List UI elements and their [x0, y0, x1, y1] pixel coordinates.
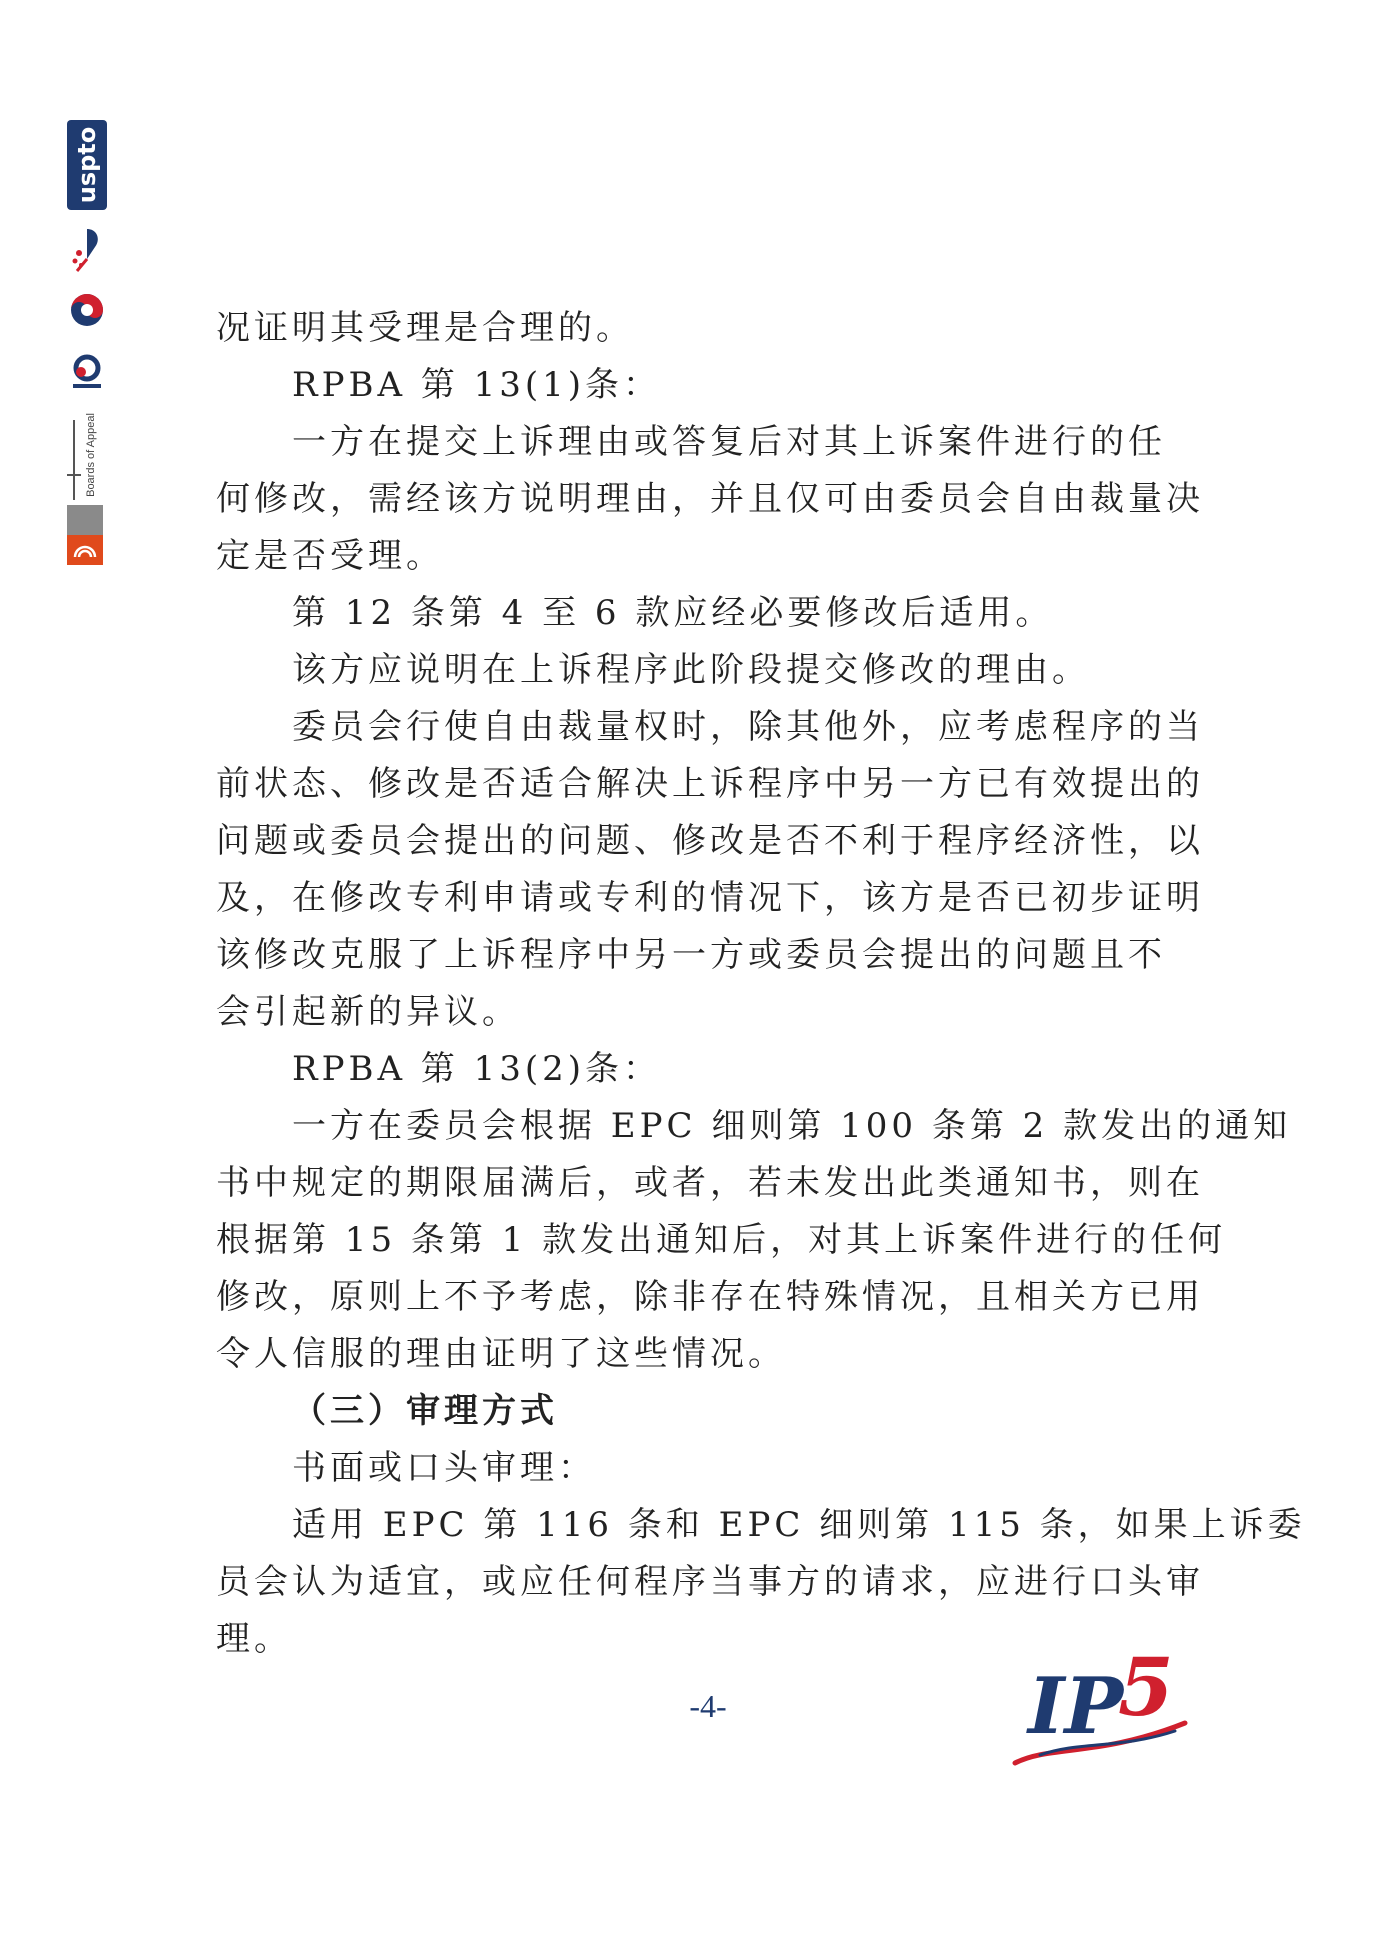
body-text-line: 第 12 条第 4 至 6 款应经必要修改后适用。 [292, 593, 1054, 633]
body-text-line: RPBA 第 13(1)条： [292, 365, 662, 405]
ip5-offices-logo-strip [62, 120, 112, 560]
ip5-logo-icon [1010, 1645, 1190, 1775]
body-text-line: 一方在委员会根据 EPC 细则第 100 条第 2 款发出的通知 [292, 1106, 1292, 1146]
svg-text:IP: IP [1028, 1661, 1124, 1752]
body-text-line: 前状态、修改是否适合解决上诉程序中另一方已有效提出的 [216, 764, 1204, 804]
svg-text:5: 5 [1118, 1645, 1174, 1734]
body-text-line: 该修改克服了上诉程序中另一方或委员会提出的问题且不 [216, 935, 1166, 975]
body-text-line: 及，在修改专利申请或专利的情况下，该方是否已初步证明 [216, 878, 1204, 918]
cnipa-logo-icon [67, 225, 107, 275]
body-text-line: 委员会行使自由裁量权时，除其他外，应考虑程序的当 [292, 707, 1204, 747]
body-text-line: 该方应说明在上诉程序此阶段提交修改的理由。 [292, 650, 1090, 690]
body-text-line: 修改，原则上不予考虑，除非存在特殊情况，且相关方已用 [216, 1277, 1204, 1317]
body-text-line: 况证明其受理是合理的。 [216, 308, 634, 348]
epo-logo-icon [67, 505, 103, 565]
boards-of-appeal-label: Boards of Appeal [84, 413, 97, 497]
body-text-line: 书面或口头审理： [292, 1448, 596, 1488]
body-text-line: 会引起新的异议。 [216, 992, 520, 1032]
body-text-line: 适用 EPC 第 116 条和 EPC 细则第 115 条，如果上诉委 [292, 1505, 1306, 1545]
section-heading: （三）审理方式 [292, 1391, 558, 1431]
jpo-logo-icon [67, 346, 107, 398]
body-text-line: 一方在提交上诉理由或答复后对其上诉案件进行的任 [292, 422, 1166, 462]
body-text-line: 何修改，需经该方说明理由，并且仅可由委员会自由裁量决 [216, 479, 1204, 519]
uspto-logo: uspto [67, 120, 107, 210]
body-text-line: 书中规定的期限届满后，或者，若未发出此类通知书，则在 [216, 1163, 1204, 1203]
body-text-line: 根据第 15 条第 1 款发出通知后，对其上诉案件进行的任何 [216, 1220, 1227, 1260]
body-text-line: 理。 [216, 1619, 292, 1659]
page-number: -4- [689, 1688, 727, 1724]
body-text-line: 令人信服的理由证明了这些情况。 [216, 1334, 786, 1374]
body-text-line: 员会认为适宜，或应任何程序当事方的请求，应进行口头审 [216, 1562, 1204, 1602]
body-text-line: RPBA 第 13(2)条： [292, 1049, 662, 1089]
kipo-logo-icon [67, 288, 107, 332]
body-text-line: 定是否受理。 [216, 536, 444, 576]
body-text-line: 问题或委员会提出的问题、修改是否不利于程序经济性，以 [216, 821, 1204, 861]
